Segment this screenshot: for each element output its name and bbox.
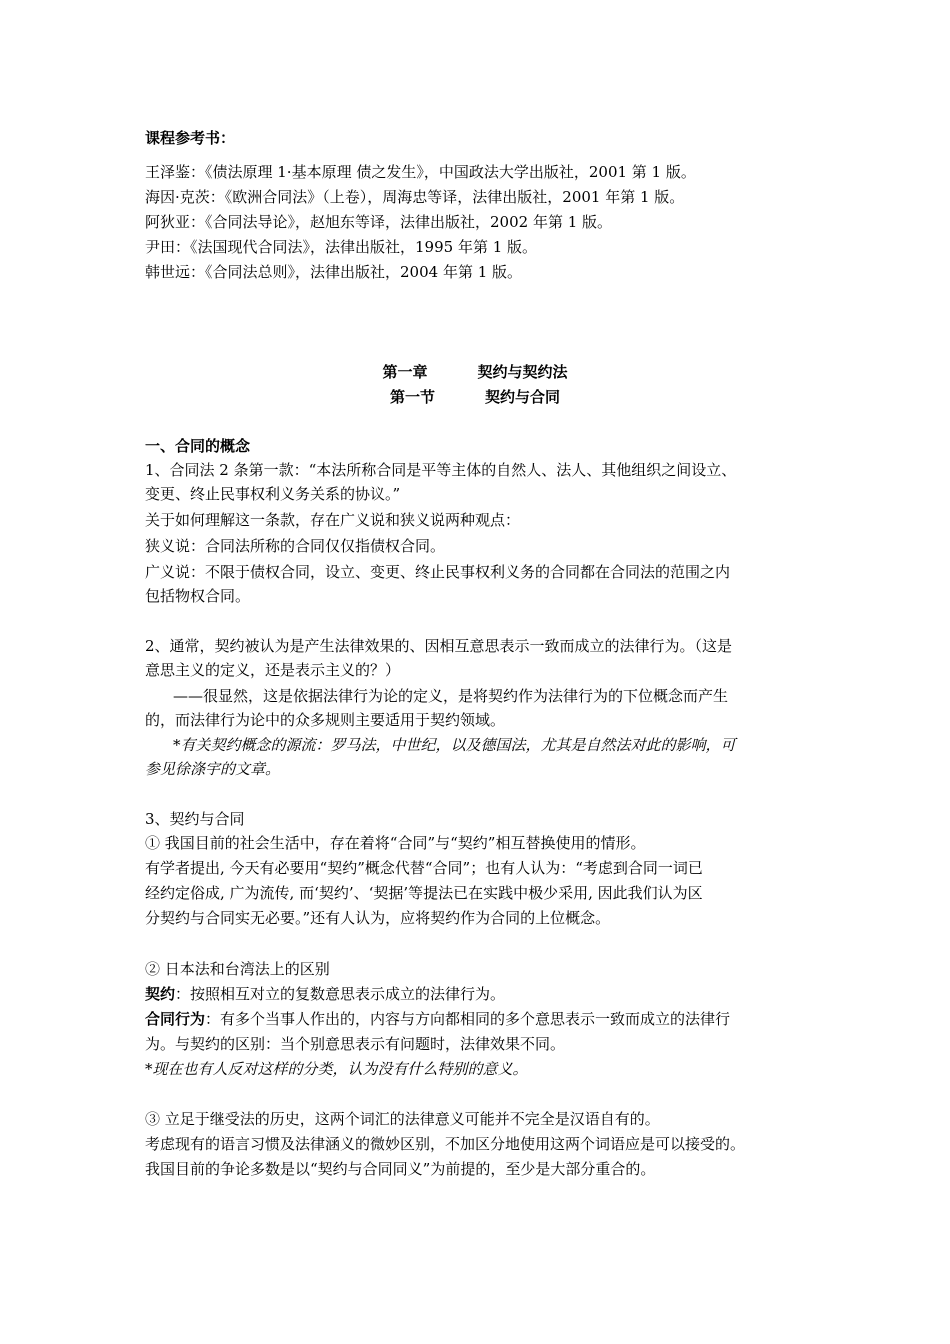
- term: 合同行为: [145, 1010, 206, 1028]
- italic-note: *现在也有人反对这样的分类，认为没有什么特别的意义。: [145, 1060, 528, 1078]
- paragraph-line: 我国目前的争论多数是以“契约与合同同义”为前提的，至少是大部分重合的。: [145, 1160, 656, 1178]
- section-title: [0, 385, 950, 409]
- paragraph-line: ——很显然，这是依据法律行为论的定义，是将契约作为法律行为的下位概念而产生: [173, 687, 729, 705]
- paragraph-line: ③ 立足于继受法的历史，这两个词汇的法律意义可能并不完全是汉语自有的。: [145, 1110, 660, 1128]
- references-heading: 课程参考书：: [145, 129, 236, 147]
- part3-heading: 3、契约与合同: [145, 810, 245, 828]
- paragraph-line: 狭义说：合同法所称的合同仅仅指债权合同。: [145, 537, 446, 555]
- definition: ：按照相互对立的复数意思表示成立的法律行为。: [175, 985, 506, 1003]
- section-name: 契约与合同: [485, 388, 561, 406]
- reference-item: 王泽鉴：《债法原理 1·基本原理 债之发生》，中国政法大学出版社，2001 第 1 版。: [145, 163, 696, 181]
- reference-item: 尹田：《法国现代合同法》，法律出版社，1995 年第 1 版。: [145, 238, 538, 256]
- italic-note: *有关契约概念的源流：罗马法，中世纪，以及德国法，尤其是自然法对此的影响，可: [173, 736, 736, 754]
- chapter-title: [0, 360, 950, 384]
- reference-item: 海因·克茨：《欧洲合同法》（上卷），周海忠等译，法律出版社，2001 年第 1 版。: [145, 188, 685, 206]
- paragraph-line: 的，而法律行为论中的众多规则主要适用于契约领域。: [145, 711, 506, 729]
- paragraph-line: ① 我国目前的社会生活中，存在着将“合同”与“契约”相互替换使用的情形。: [145, 834, 646, 852]
- term: 契约: [145, 985, 176, 1003]
- paragraph-line: 关于如何理解这一条款，存在广义说和狭义说两种观点：: [145, 511, 521, 529]
- paragraph-line: 考虑现有的语言习惯及法律涵义的微妙区别，不加区分地使用这两个词语应是可以接受的。: [145, 1135, 746, 1153]
- definition: ：有多个当事人作出的，内容与方向都相同的多个意思表示一致而成立的法律行: [205, 1010, 731, 1028]
- italic-note: 参见徐涤宇的文章。: [145, 760, 281, 778]
- reference-item: 阿狄亚：《合同法导论》，赵旭东等译，法律出版社，2002 年第 1 版。: [145, 213, 613, 231]
- paragraph-line: 经约定俗成, 广为流传, 而‘契约’、‘契据’等提法已在实践中极少采用, 因此我们认为区: [145, 884, 703, 902]
- paragraph-line: 1、合同法 2 条第一款：“本法所称合同是平等主体的自然人、法人、其他组织之间设立、: [145, 461, 737, 479]
- reference-item: 韩世远：《合同法总则》，法律出版社，2004 年第 1 版。: [145, 263, 523, 281]
- definition-line: [145, 1007, 730, 1031]
- chapter-label: 第一章: [382, 363, 428, 381]
- paragraph-line: 分契约与合同实无必要。”还有人认为，应将契约作为合同的上位概念。: [145, 909, 611, 927]
- paragraph-line: 2、通常，契约被认为是产生法律效果的、因相互意思表示一致而成立的法律行为。（这是: [145, 637, 733, 655]
- section-label: 第一节: [389, 388, 435, 406]
- chapter-name: 契约与契约法: [477, 363, 568, 381]
- paragraph-line: ② 日本法和台湾法上的区别: [145, 960, 330, 978]
- paragraph-line: 有学者提出, 今天有必要用“契约”概念代替“合同”；也有人认为：“考虑到合同一词已: [145, 859, 703, 877]
- paragraph-line: 意思主义的定义，还是表示主义的？）: [145, 661, 401, 679]
- paragraph-line: 包括物权合同。: [145, 587, 251, 605]
- paragraph-line: 变更、终止民事权利义务关系的协议。”: [145, 485, 401, 503]
- paragraph-line: 为。与契约的区别：当个别意思表示有问题时，法律效果不同。: [145, 1035, 566, 1053]
- paragraph-line: 广义说：不限于债权合同，设立、变更、终止民事权利义务的合同都在合同法的范围之内: [145, 563, 731, 581]
- definition-line: [145, 982, 505, 1006]
- part1-heading: 一、合同的概念: [145, 437, 251, 455]
